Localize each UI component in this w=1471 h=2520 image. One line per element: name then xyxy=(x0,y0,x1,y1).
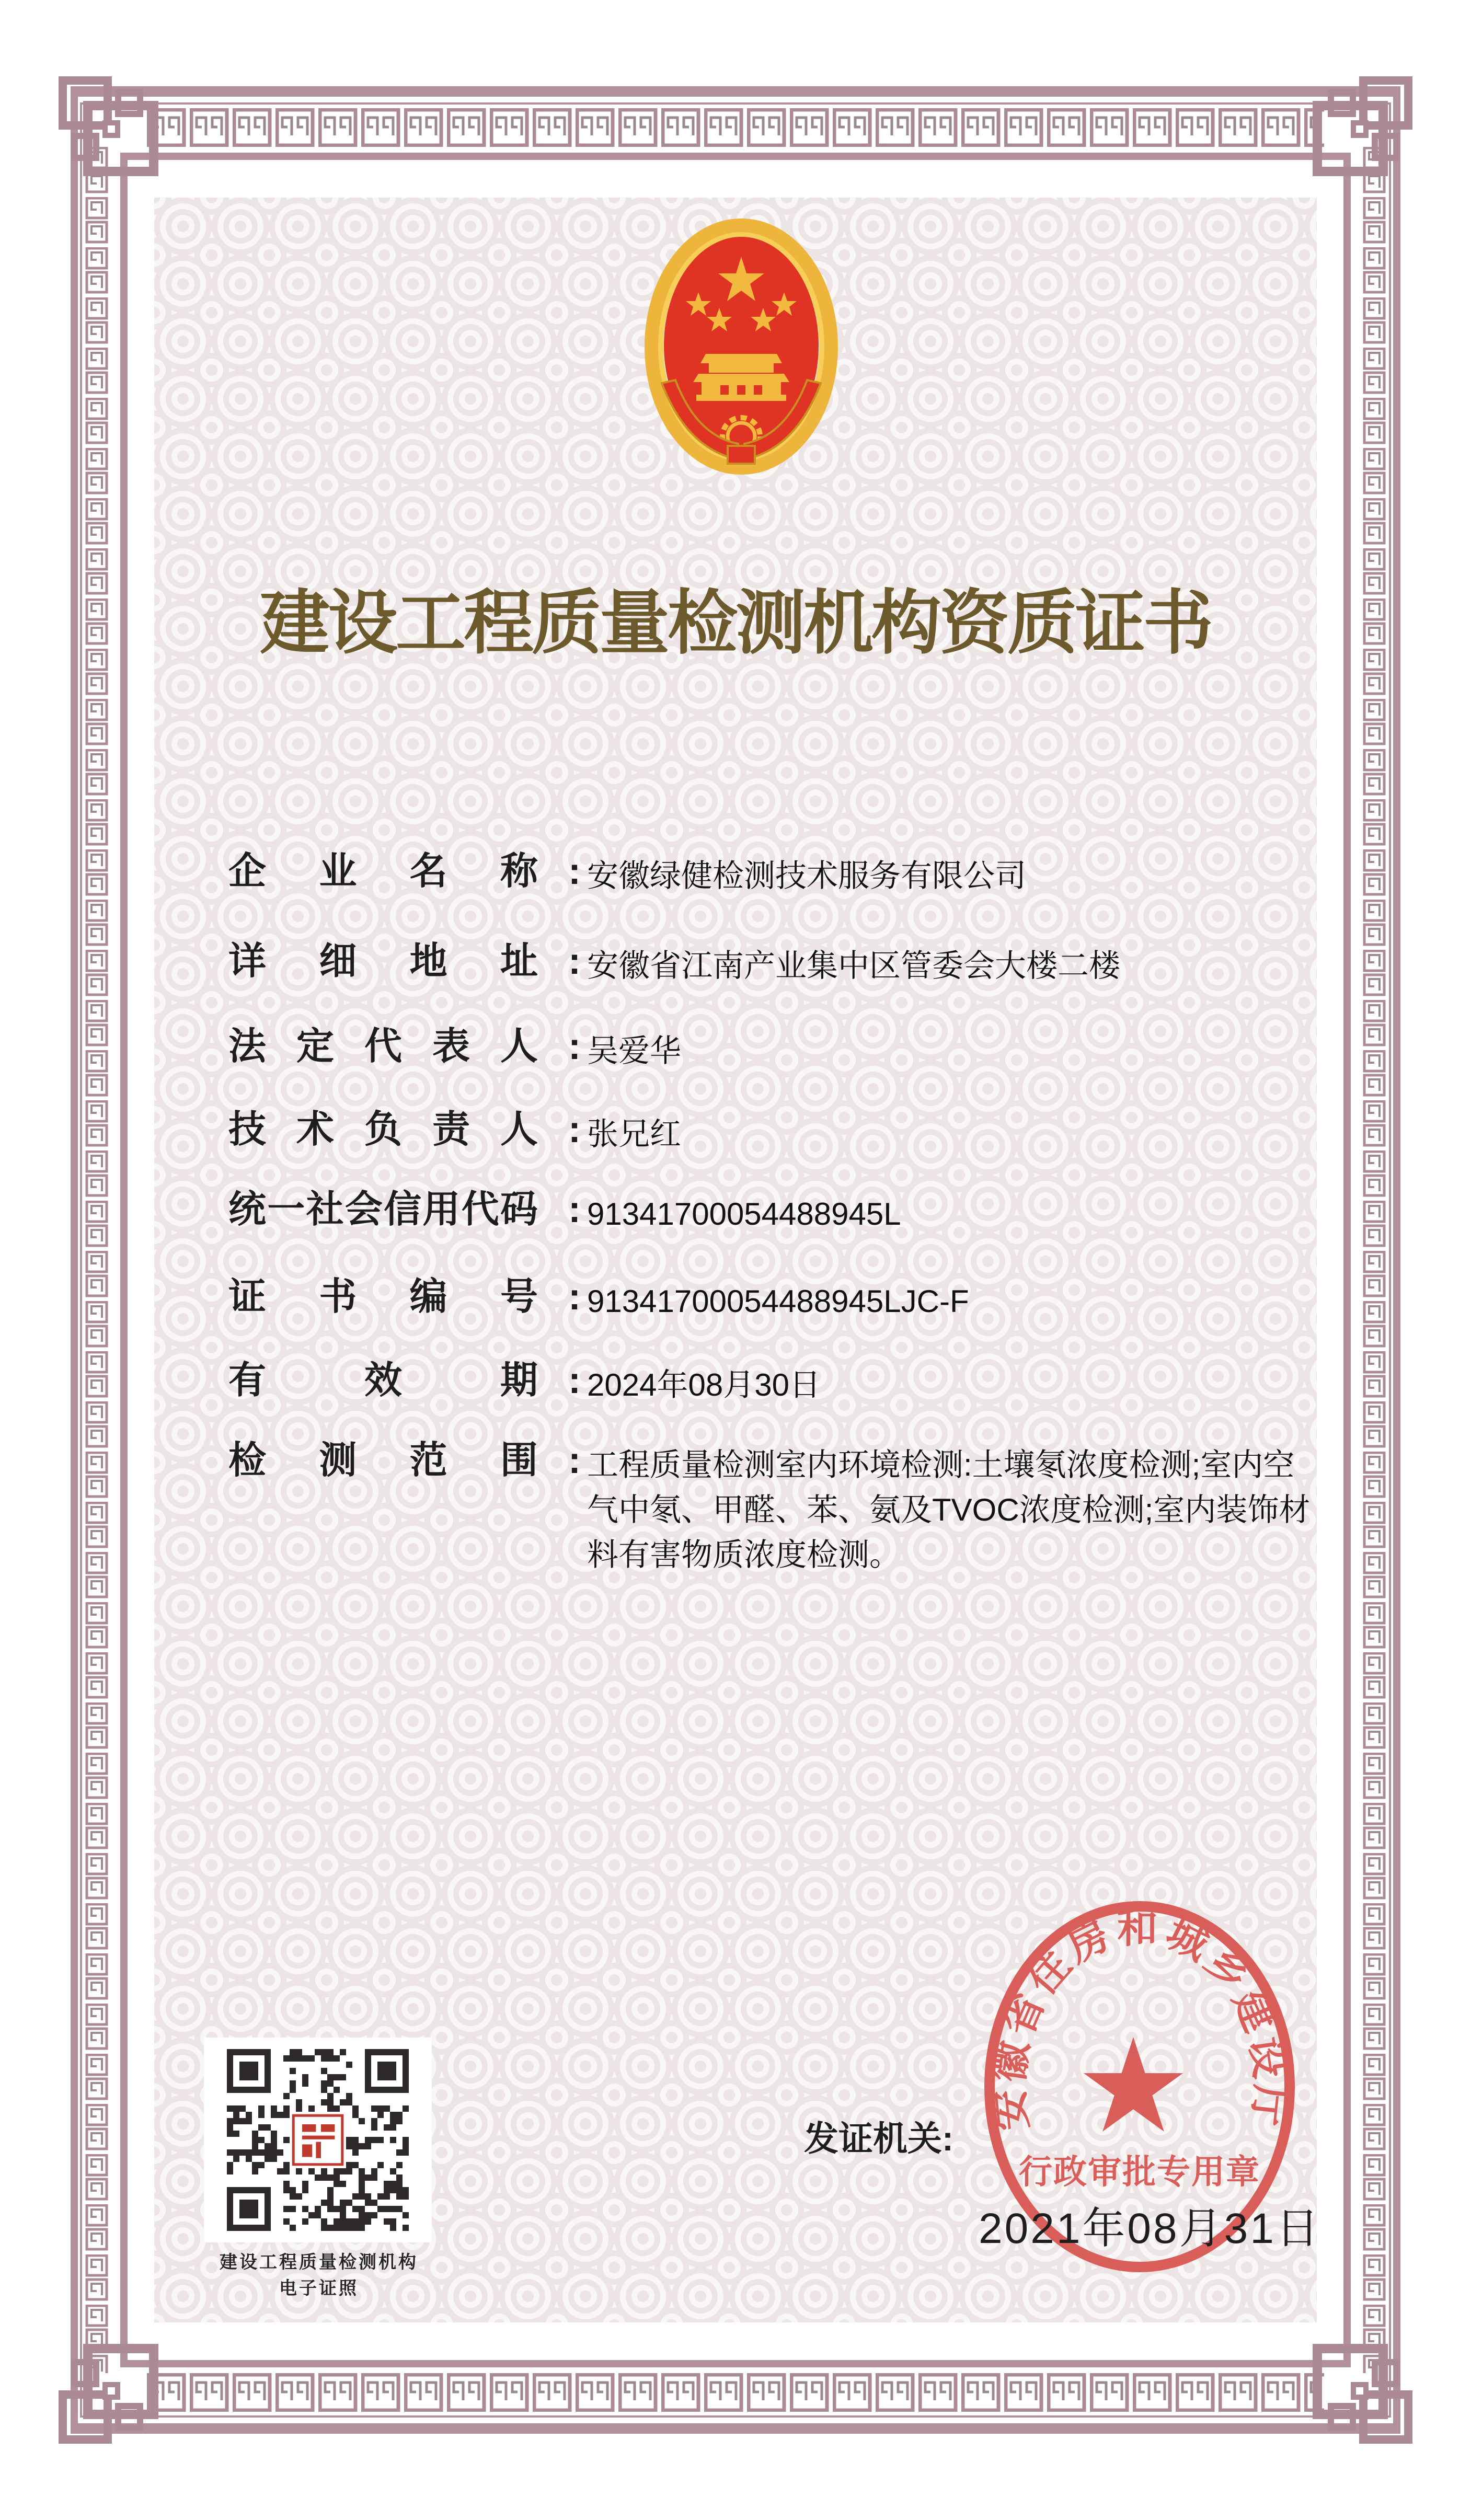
field-label: 检测范围 xyxy=(228,1440,538,1481)
field-row-company-name xyxy=(228,847,1026,899)
frame-corner-knot-icon xyxy=(1310,2341,1415,2446)
field-row-address xyxy=(228,937,1120,988)
field-value: 吴爱华 xyxy=(587,1033,681,1068)
issue-date: 2021年08月31日 xyxy=(979,2205,1321,2252)
frame-meander-top xyxy=(147,108,1324,147)
field-row-technical-director xyxy=(228,1106,681,1157)
frame-corner-knot-icon xyxy=(1310,74,1415,179)
qr-caption-line1: 建设工程质量检测机构 xyxy=(220,2253,418,2272)
frame-meander-left xyxy=(85,147,108,2373)
qr-caption-line2: 电子证照 xyxy=(279,2279,359,2298)
certificate-title: 建设工程质量检测机构资质证书 xyxy=(259,584,1211,662)
frame-corner-knot-icon xyxy=(56,2341,161,2446)
field-label: 有效期 xyxy=(228,1360,538,1401)
field-value: 张兄红 xyxy=(587,1117,681,1152)
china-national-emblem-icon xyxy=(644,216,838,488)
field-value: 安徽省江南产业集中区管委会大楼二楼 xyxy=(587,948,1120,983)
field-colon: : xyxy=(568,1440,581,1481)
field-label: 企业名称 xyxy=(228,850,538,892)
field-colon: : xyxy=(568,850,581,892)
seal-bottom-text: 行政审批专用章 xyxy=(1019,2153,1260,2191)
field-label: 法定代表人 xyxy=(228,1026,538,1067)
seal-arc-text: 安徽省住房和城乡建设厅 xyxy=(985,1905,1294,2133)
qr-code-icon xyxy=(227,2049,409,2231)
frame-corner-knot-icon xyxy=(56,74,161,179)
field-label: 证书编号 xyxy=(228,1276,538,1318)
field-row-valid-until xyxy=(228,1356,821,1408)
field-colon: : xyxy=(568,1109,581,1150)
field-value: 91341700054488945L xyxy=(587,1196,901,1232)
field-colon: : xyxy=(568,940,581,982)
field-row-certificate-number xyxy=(228,1273,969,1324)
seal-star-icon xyxy=(1084,2037,1183,2132)
field-row-legal-representative xyxy=(228,1022,681,1074)
frame-meander-right xyxy=(1363,147,1386,2373)
field-row-credit-code xyxy=(228,1186,901,1237)
issuing-authority-label: 发证机关: xyxy=(804,2119,953,2158)
field-label: 详细地址 xyxy=(228,940,538,982)
field-value: 工程质量检测室内环境检测:土壤氡浓度检测;室内空气中氡、甲醛、苯、氨及TVOC浓度检测;室内装饰材料有害物质浓度检测。 xyxy=(587,1447,1311,1572)
field-value: 91341700054488945LJC-F xyxy=(587,1284,969,1319)
frame-meander-bottom xyxy=(147,2373,1324,2412)
field-colon: : xyxy=(568,1189,581,1230)
field-colon: : xyxy=(568,1026,581,1067)
field-colon: : xyxy=(568,1276,581,1318)
electronic-license-qr-card xyxy=(204,2038,432,2242)
field-row-testing-scope xyxy=(228,1436,1314,1578)
field-label: 统一社会信用代码 xyxy=(228,1189,538,1230)
field-value: 安徽绿健检测技术服务有限公司 xyxy=(587,858,1026,893)
field-colon: : xyxy=(568,1360,581,1401)
field-value: 2024年08月30日 xyxy=(587,1367,821,1402)
field-label: 技术负责人 xyxy=(228,1109,538,1150)
